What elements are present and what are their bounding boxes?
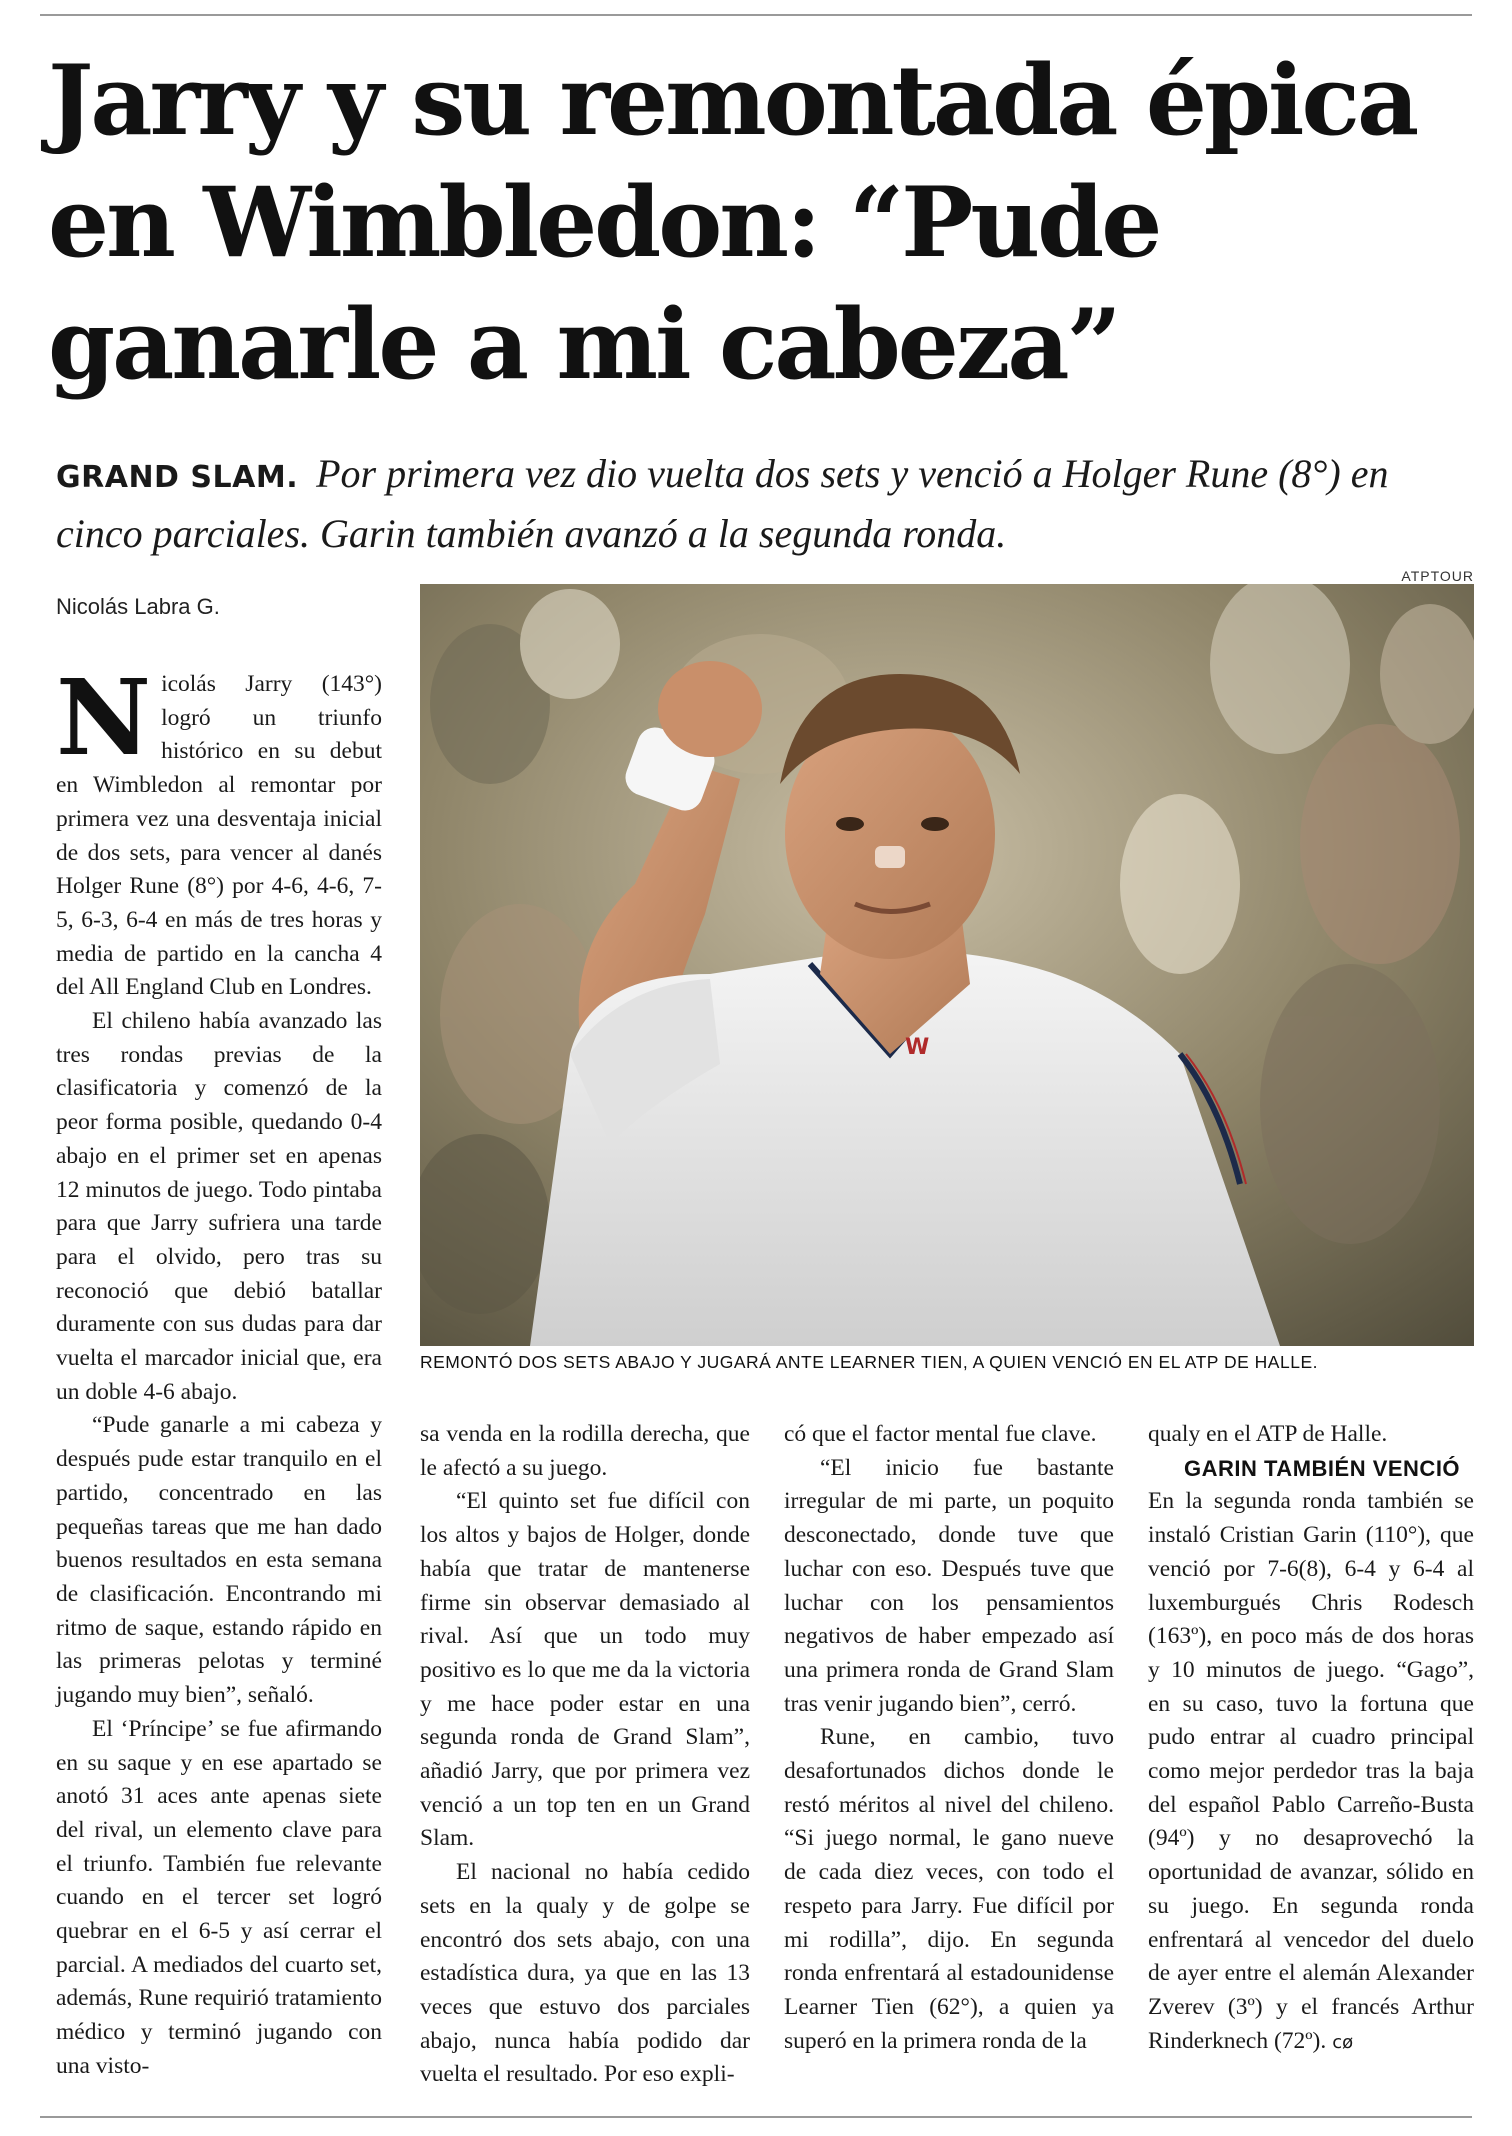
paragraph: El chileno había avanzado las tres rondas previas de la clasificatoria y comenzó de la peor forma posible, quedando 0-4 abajo en el primer set en apenas 12 minutos de juego. Todo pintaba para que Jarry sufriera una tarde para el olvido, pero tras su reconoció que debió batallar duramente con sus dudas para dar vuelta el marcador inicial que, era un doble 4-6 abajo. — [56, 1008, 382, 1405]
column-2 — [420, 1418, 750, 2092]
kicker: GRAND SLAM. — [56, 460, 299, 495]
subhead: GARIN TAMBIÉN VENCIÓ — [1184, 1455, 1461, 1481]
paragraph: El ‘Príncipe’ se fue afirmando en su saque y en ese apartado se anotó 31 aces ante apenas siete del rival, un elemento clave para el triunfo. También fue relevante cuando en el tercer set logró quebrar en el 6-5 y así cerrar el parcial. A mediados del cuarto set, además, Rune requirió tratamiento médico y terminó jugando con una visto- — [56, 1715, 382, 2079]
tennis-player-photo — [420, 584, 1474, 1346]
paragraph: Rune, en cambio, tuvo desafortunados dichos donde le restó méritos al nivel del chileno. “Si juego normal, le gano nueve de cada diez veces, con todo el respeto para Jarry. Fue difícil por mi rodilla”, dijo. En segunda ronda enfrentará al estadounidense Learner Tien (62°), a quien ya superó en la primera ronda de la — [784, 1724, 1114, 2054]
paragraph: sa venda en la rodilla derecha, que le afectó a su juego. — [420, 1421, 750, 1481]
paragraph: Nicolás Jarry (143°) logró un triunfo histórico en su debut en Wimbledon al remontar por primera vez una desventaja inicial de dos sets, para vencer al danés Holger Rune (8°) por 4-6, 4-6, 7-5, 6-3, 6-4 en más de tres horas y media de partido en la cancha 4 del All England Club en Londres. — [56, 656, 382, 1001]
paragraph: “El inicio fue bastante irregular de mi parte, un poquito desconectado, donde tuve que luchar con eso. Después tuve que luchar con los pensamientos negativos de haber empezado así una primera ronda de Grand Slam tras venir jugando bien”, cerró. — [784, 1454, 1114, 1717]
bottom-rule — [40, 2116, 1472, 2118]
column-1 — [56, 656, 382, 2084]
deck — [56, 446, 1456, 562]
paragraph: En la segunda ronda también se instaló Cristian Garin (110°), que venció por 7-6(8), 6-4 y 6-4 al luxemburgués Chris Rodesch (163º), en poco más de dos horas y 10 minutos de juego. “Gago”, en su caso, tuvo la fortuna que pudo entrar al cuadro principal como mejor perdedor tras la baja del español Pablo Carreño-Busta (94º) y no desaprovechó la oportunidad de avanzar, sólido en su juego. En segunda ronda enfrentará al vencedor del duelo de ayer entre el alemán Alexander Zverev (3º) y el francés Arthur Rinderknech (72º). cø — [1148, 1488, 1474, 2054]
column-3 — [784, 1418, 1114, 2058]
svg-text:W: W — [905, 1035, 930, 1060]
paragraph: “El quinto set fue difícil con los altos y bajos de Holger, donde había que tratar de mantenerse firme sin observar demasiado al rival. Así que un todo muy positivo es lo que me da la victoria y me hace poder estar en una segunda ronda de Grand Slam”, añadió Jarry, que por primera vez venció a un top ten en un Grand Slam. — [420, 1488, 750, 1852]
end-mark: cø — [1332, 2031, 1354, 2053]
headline: Jarry y su remontada épica en Wimbledon: “Pude ganarle a mi cabeza” — [48, 44, 1417, 401]
paragraph: qualy en el ATP de Halle. — [1148, 1421, 1388, 1447]
byline: Nicolás Labra G. — [56, 594, 220, 619]
article-photo — [420, 584, 1474, 1346]
column-4 — [1148, 1418, 1474, 2059]
deck-text: Por primera vez dio vuelta dos sets y venció a Holger Rune (8°) en cinco parciales. Garin también avanzó a la segunda ronda. — [56, 451, 1389, 556]
photo-credit: ATPTOUR — [1401, 568, 1474, 584]
paragraph: El nacional no había cedido sets en la qualy y de golpe se encontró dos sets abajo, con una estadística dura, ya que en las 13 veces que estuvo dos parciales abajo, nunca había podido dar vuelta el resultado. Por eso expli- — [420, 1859, 750, 2088]
photo-caption: REMONTÓ DOS SETS ABAJO Y JUGARÁ ANTE LEARNER TIEN, A QUIEN VENCIÓ EN EL ATP DE HALLE. — [420, 1352, 1318, 1372]
paragraph: có que el factor mental fue clave. — [784, 1421, 1097, 1447]
paragraph: “Pude ganarle a mi cabeza y después pude estar tranquilo en el partido, concentrado en las pequeñas tareas que me han dado buenos resultados en esta semana de clasificación. Encontrando mi ritmo de saque, estando rápido en las primeras pelotas y terminé jugando muy bien”, señaló. — [56, 1412, 382, 1709]
dropcap: N — [56, 656, 152, 779]
top-rule — [40, 14, 1472, 16]
